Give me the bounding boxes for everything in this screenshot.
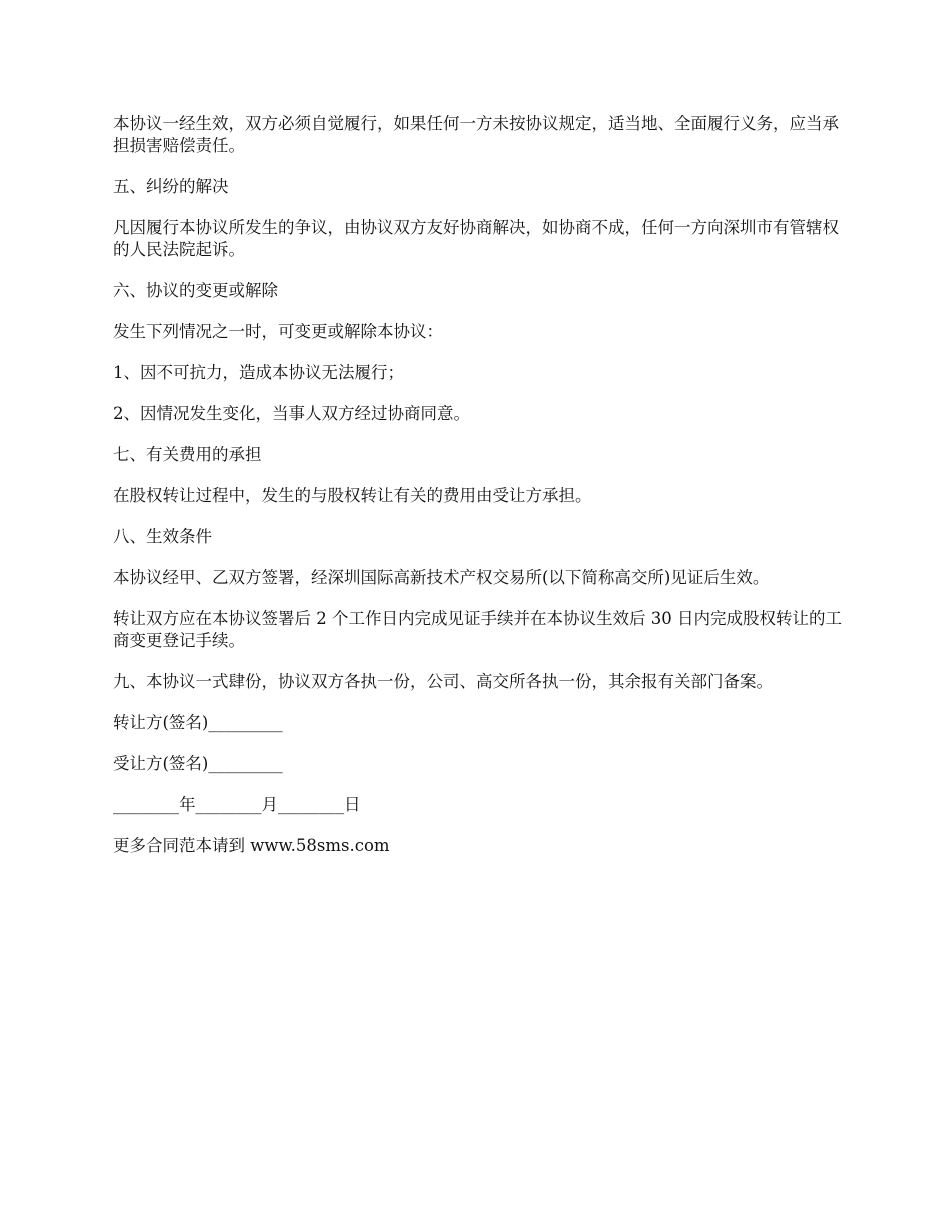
document-page [113, 113, 848, 876]
clause-registration-text: 转让双方应在本协议签署后 2 个工作日内完成见证手续并在本协议生效后 30 日内完成股权转让的工商变更登记手续。 [113, 609, 842, 650]
clause-change-item-1: 1、因不可抗力，造成本协议无法履行； [113, 363, 404, 382]
transferor-signature-line: 转让方(签名)_________ [113, 713, 283, 732]
clause-liability-text: 本协议一经生效，双方必须自觉履行，如果任何一方未按协议规定，适当地、全面履行义务，应当承担损害赔偿责任。 [113, 114, 839, 155]
transferee-signature-line: 受让方(签名)_________ [113, 754, 283, 773]
section-heading-effective-conditions: 八、生效条件 [113, 527, 212, 546]
footer-more-templates: 更多合同范本请到 www.58sms.com [113, 836, 390, 855]
section-heading-change-termination: 六、协议的变更或解除 [113, 281, 278, 300]
clause-effective-text: 本协议经甲、乙双方签署，经深圳国际高新技术产权交易所(以下简称高交所)见证后生效。 [113, 568, 770, 587]
clause-dispute-text: 凡因履行本协议所发生的争议，由协议双方友好协商解决，如协商不成，任何一方向深圳市有管辖权的人民法院起诉。 [113, 218, 839, 259]
section-copies-text: 九、本协议一式肆份，协议双方各执一份，公司、高交所各执一份，其余报有关部门备案。 [113, 672, 773, 691]
clause-fees-text: 在股权转让过程中，发生的与股权转让有关的费用由受让方承担。 [113, 486, 592, 505]
date-line: ________年________月________日 [113, 795, 361, 814]
clause-change-item-2: 2、因情况发生变化，当事人双方经过协商同意。 [113, 404, 470, 423]
clause-change-intro: 发生下列情况之一时，可变更或解除本协议： [113, 322, 443, 341]
section-heading-dispute-resolution: 五、纠纷的解决 [113, 177, 229, 196]
section-heading-fees: 七、有关费用的承担 [113, 445, 262, 464]
